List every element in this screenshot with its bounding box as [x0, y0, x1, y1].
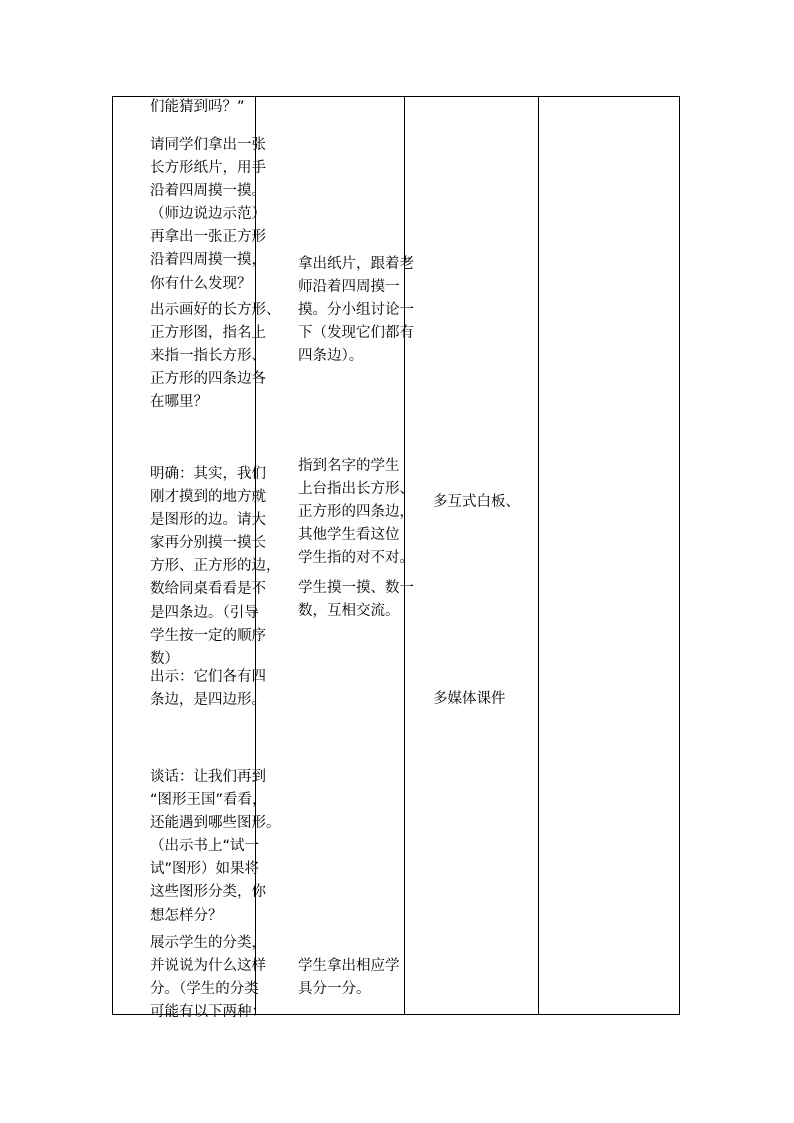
student-activity-text: 学生拿出相应学 具分一分。 — [298, 958, 400, 998]
teacher-activity-text: 出示画好的长方形、 正方形图，指名上 来指一指长方形、 正方形的四条边各 在哪里？ — [150, 302, 281, 411]
student-activity-text: 拿出纸片，跟着老 师沿着四周摸一 摸。分小组讨论一 下（发现它们都有 四条边）。 — [298, 256, 414, 365]
media-resource-text: 多互式白板、 — [433, 494, 520, 510]
student-activity-text: 指到名字的学生 上台指出长方形、 正方形的四条边， 其他学生看这位 学生指的对不对。 — [298, 458, 414, 567]
teacher-activity-text: 明确：其实，我们 刚才摸到的地方就 是图形的边。请大 家再分别摸一摸长 方形、正方形的边， 数给同桌看看是不 是四条边。（引导 学生按一定的顺序 数） — [150, 466, 281, 667]
column-divider — [538, 97, 539, 1014]
teacher-activity-text: 请同学们拿出一张 长方形纸片，用手 沿着四周摸一摸。 （师边说边示范） 再拿出一张正方形 沿着四周摸一摸， 你有什么发现？ — [150, 137, 266, 292]
teacher-activity-text: 谈话：让我们再到 “图形王国”看看， 还能遇到哪些图形。 （出示书上“试一 试”图形）如果将 这些图形分类，你 想怎样分？ — [150, 769, 281, 924]
media-resource-text: 多媒体课件 — [433, 691, 506, 707]
teacher-activity-text: 展示学生的分类， 并说说为什么这样 分。（学生的分类 可能有以下两种： — [150, 935, 266, 1021]
teacher-activity-text: 们能猜到吗？” — [150, 99, 245, 115]
student-activity-text: 学生摸一摸、数一 数，互相交流。 — [298, 580, 414, 620]
teacher-activity-text: 出示：它们各有四 条边，是四边形。 — [150, 669, 266, 709]
